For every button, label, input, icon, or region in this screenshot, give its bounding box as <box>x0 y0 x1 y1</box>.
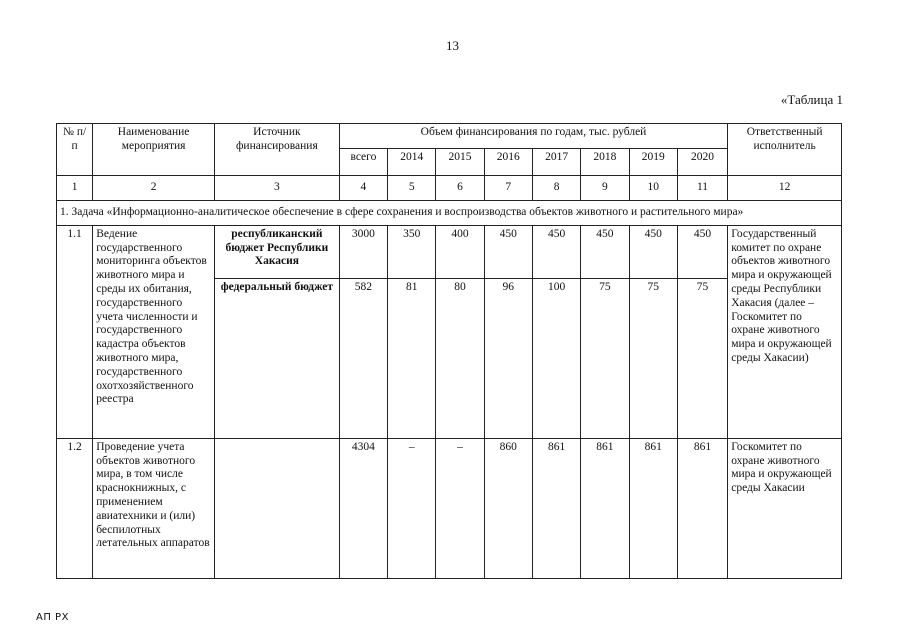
amount-cell: 81 <box>388 278 436 438</box>
amount-cell: – <box>436 438 484 578</box>
col-number: 3 <box>214 176 339 201</box>
amount-cell: – <box>388 438 436 578</box>
amount-cell: 75 <box>581 278 629 438</box>
amount-cell: 861 <box>581 438 629 578</box>
amount-cell: 582 <box>339 278 387 438</box>
task-row: 1. Задача «Информационно-аналитическое обеспечение в сфере сохранения и воспроизводства объектов животного и растительного мира» <box>57 201 842 226</box>
col-number: 9 <box>581 176 629 201</box>
amount-cell: 75 <box>677 278 727 438</box>
header-year: 2017 <box>532 149 580 176</box>
header-year: 2019 <box>629 149 677 176</box>
col-number: 10 <box>629 176 677 201</box>
col-number: 11 <box>677 176 727 201</box>
activity-name: Проведение учета объектов животного мира, в том числе краснокнижных, с применением авиатехники и (или) беспилотных летательных аппаратов <box>93 438 215 578</box>
header-no: № п/п <box>57 124 93 176</box>
financing-table <box>56 123 842 579</box>
amount-cell: 350 <box>388 225 436 278</box>
amount-cell: 861 <box>629 438 677 578</box>
header-year: 2018 <box>581 149 629 176</box>
header-volume: Объем финансирования по годам, тыс. рублей <box>339 124 727 149</box>
amount-cell: 450 <box>532 225 580 278</box>
header-total: всего <box>339 149 387 176</box>
amount-cell: 3000 <box>339 225 387 278</box>
col-number: 7 <box>484 176 532 201</box>
amount-cell: 96 <box>484 278 532 438</box>
row-number: 1.1 <box>57 225 93 438</box>
amount-cell: 861 <box>532 438 580 578</box>
header-year: 2015 <box>436 149 484 176</box>
amount-cell: 861 <box>677 438 727 578</box>
amount-cell: 450 <box>484 225 532 278</box>
responsible-executor: Государственный комитет по охране объектов животного мира и окружающей среды Республики Хакасия (далее – Госкомитет по охране животного мира и окружающей среды Хакасии) <box>728 225 842 438</box>
footer-stamp: АП РХ <box>36 612 69 623</box>
amount-cell: 80 <box>436 278 484 438</box>
funding-source: федеральный бюджет <box>214 278 339 438</box>
page-number: 13 <box>446 38 459 53</box>
funding-source <box>214 438 339 578</box>
header-year: 2016 <box>484 149 532 176</box>
amount-cell: 450 <box>677 225 727 278</box>
responsible-executor: Госкомитет по охране животного мира и окружающей среды Хакасии <box>728 438 842 578</box>
header-responsible: Ответственный исполнитель <box>728 124 842 176</box>
col-number: 5 <box>388 176 436 201</box>
col-number: 4 <box>339 176 387 201</box>
amount-cell: 75 <box>629 278 677 438</box>
col-number: 2 <box>93 176 215 201</box>
header-name: Наименование мероприятия <box>93 124 215 176</box>
amount-cell: 4304 <box>339 438 387 578</box>
amount-cell: 450 <box>629 225 677 278</box>
table-title: «Таблица 1 <box>780 92 843 107</box>
amount-cell: 860 <box>484 438 532 578</box>
header-year: 2020 <box>677 149 727 176</box>
col-number: 8 <box>532 176 580 201</box>
funding-source: республиканский бюджет Республики Хакасия <box>214 225 339 278</box>
col-number: 6 <box>436 176 484 201</box>
col-number: 12 <box>728 176 842 201</box>
header-source: Источник финансирования <box>214 124 339 176</box>
amount-cell: 450 <box>581 225 629 278</box>
amount-cell: 100 <box>532 278 580 438</box>
activity-name: Ведение государственного мониторинга объектов животного мира и среды их обитания, государственного учета численности и государственного кадастра объектов животного мира, государственного охотхозяйственного реестра <box>93 225 215 438</box>
header-year: 2014 <box>388 149 436 176</box>
amount-cell: 400 <box>436 225 484 278</box>
col-number: 1 <box>57 176 93 201</box>
row-number: 1.2 <box>57 438 93 578</box>
